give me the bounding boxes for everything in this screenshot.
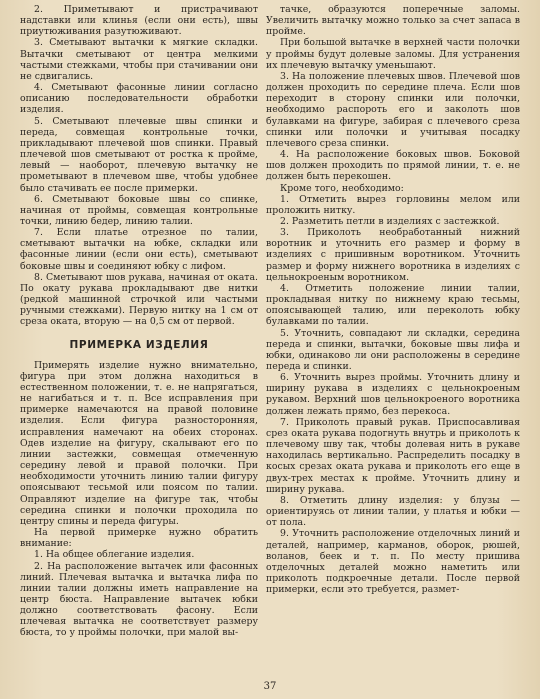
paragraph: 4. Сметывают фасонные линии согласно описанию последовательности обработки изделия. — [20, 82, 258, 116]
paragraph: 2. Разметить петли в изделиях с застежкой. — [280, 215, 500, 227]
paragraph: Кроме того, необходимо: — [280, 182, 404, 194]
paragraph: 7. Если платье отрезное по талии, сметывают вытачки на юбке, складки или фасонные линии (если они есть), сметывают боковые швы и соединяют юбку с лифом. — [20, 227, 258, 272]
paragraph: 4. Отметить положение линии талии, прокладывая нитку по нижнему краю тесьмы, опоясывающей талию, или переколоть юбку булавками по талии. — [266, 282, 520, 328]
page-number: 37 — [263, 681, 277, 692]
paragraph: 8. Отметить длину изделия: у блузы — ориентируясь от линии талии, у платья и юбки — от пола. — [266, 494, 520, 529]
paragraph: 6. Уточнить вырез проймы. Уточнить длину и ширину рукава в изделиях с цельнокроеным рукавом. Верхний шов цельнокроеного воротника должен лежать прямо, без перекоса. — [266, 372, 520, 417]
paragraph: 5. Уточнить, совпадают ли складки, середина переда и спинки, вытачки, боковые швы лифа и юбки, одинаково ли они расположены в середине переда и спинки. — [266, 327, 520, 372]
paragraph: 3. Сметывают вытачки к мягкие складки. Вытачки сметывают от центра мелкими частыми стежками, чтобы при стачивании они не сдвигались. — [20, 37, 258, 82]
paragraph: 3. На положение плечевых швов. Плечевой шов должен проходить по середине плеча. Если шов переходит в сторону спинки или полочки, необходимо распороть его и заколоть шов булавками на фигуре, забирая с плечевого среза спинки или полочки и учитывая посадку плечевого среза спинки. — [266, 70, 520, 149]
paragraph: 2. Приметывают и пристрачивают надставки или клинья (если они есть), швы приутюживания разутюживают. — [20, 4, 258, 38]
paragraph: 2. На расположение вытачек или фасонных линий. Плечевая вытачка и вытачка лифа по линии талии должны иметь направление на центр бюста. Направление вытачек юбки должно соответствовать фасону. Если плечевая вытачка не соответствует размеру бюста, то у проймы полочки, при малой вы- — [20, 560, 258, 639]
right-column — [266, 4, 520, 595]
section-heading: ПРИМЕРКА ИЗДЕЛИЯ — [69, 338, 209, 351]
paragraph: На первой примерке нужно обратить внимание: — [20, 527, 258, 550]
paragraph: тачке, образуются поперечные заломы. Увеличить вытачку можно только за счет запаса в пройме. — [266, 4, 520, 38]
paragraph: При большой вытачке в верхней части полочки у проймы будут долевые заломы. Для устранения их плечевую вытачку уменьшают. — [266, 37, 520, 71]
paragraph: Примерять изделие нужно внимательно, фигура при этом должна находиться в естественном положении, т. е. не напрягаться, не нагибаться и т. п. Все исправления при примерке намечаются на правой половине изделия. Если фигура разносторонняя, исправления намечают на обеих сторонах. Одев изделие на фигуру, скалывают его по линии застежки, совмещая отмеченную середину левой и правой полочки. При необходимости уточнить линию талии фигуру опоясывают тесьмой или поясом по талии. Оправляют изделие на фигуре так, чтобы середина спинки и полочки проходила по центру спины и переда фигуры. — [20, 359, 258, 527]
paragraph: 5. Сметывают плечевые швы спинки и переда, совмещая контрольные точки, прикладывают плечевой шов спинки. Правый плечевой шов сметывают от ростка к пройме, левый — наоборот, плечевую вытачку не прометывают в плечевом шве, чтобы удобнее было стачивать ее после примерки. — [20, 115, 258, 194]
paragraph: 3. Приколоть необработанный нижний воротник и уточнить его размер и форму в изделиях с пришивным воротником. Уточнить размер и форму нижнего воротника в изделиях с цельнокроеным воротником. — [266, 227, 520, 283]
paragraph: 7. Приколоть правый рукав. Приспосавливая срез оката рукава подогнуть внутрь и приколоть к плечевому шву так, чтобы долевая нить в рукаве находилась вертикально. Распределить посадку в косых срезах оката рукава и приколоть его еще в двух-трех местах к пройме. Уточнить длину и ширину рукава. — [266, 416, 520, 495]
paragraph: 1. На общее облегание изделия. — [34, 549, 195, 561]
paragraph: 8. Сметывают шов рукава, начиная от оката. По окату рукава прокладывают две нитки (редкой машинной строчкой или частыми ручными стежками). Первую нитку на 1 см от среза оката, вторую — на 0,5 см от первой. — [20, 271, 258, 328]
paragraph: 6. Сметывают боковые швы со спинке, начиная от проймы, совмещая контрольные точки, линию бедер, линию талии. — [20, 193, 258, 227]
paragraph: 9. Уточнить расположение отделочных линий и деталей, например, карманов, оборок, рюшей, воланов, беек и т. п. По месту пришива отделочных деталей можно наметить или приколоть подкроечные детали. После первой примерки, если это требуется, размет- — [266, 528, 520, 596]
paragraph: 1. Отметить вырез горловины мелом или проложить нитку. — [266, 193, 520, 216]
left-column — [20, 4, 258, 639]
paragraph: 4. На расположение боковых швов. Боковой шов должен проходить по прямой линии, т. е. не должен быть перекошен. — [266, 149, 520, 183]
